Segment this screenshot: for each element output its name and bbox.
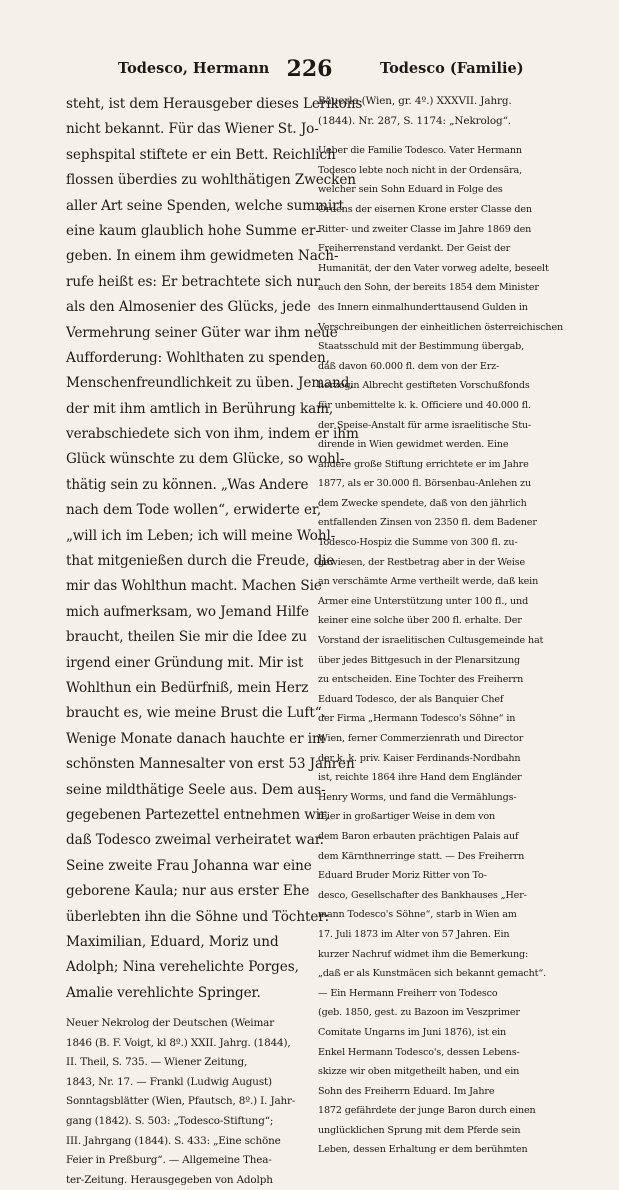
text-line: andere große Stiftung errichtete er im Jahre [318,458,529,470]
reference-line: 1843, Nr. 17. — Frankl (Ludwig August) [66,1075,272,1088]
text-line: Freiherrenstand verdankt. Der Geist der [318,243,511,255]
reference-line: II. Theil, S. 735. — Wiener Zeitung, [66,1056,248,1069]
page-header [0,56,619,86]
text-line: geben. In einem ihm gewidmeten Nach- [66,248,339,265]
right-family-text [318,141,564,1160]
text-line: mir das Wohlthun macht. Machen Sie [66,578,322,595]
text-line: sephspital stiftete er ein Bett. Reichlich [66,146,336,163]
reference-line: Neuer Nekrolog der Deutschen (Weimar [66,1017,275,1030]
text-line: dem Zwecke spendete, daß von den jährlich [318,497,527,509]
text-line: keiner eine solche über 200 fl. erhalte. Der [318,615,522,627]
text-line: (geb. 1850, gest. zu Bazoon im Veszprimer [318,1007,520,1019]
text-line: flossen überdies zu wohlthätigen Zwecken [66,172,356,189]
text-line: 1877, als er 30.000 fl. Börsenbau-Anlehen zu [318,478,531,490]
text-line: braucht es, wie meine Brust die Luft“. [66,705,326,722]
text-line: Armer eine Unterstützung unter 100 fl., und [318,595,529,607]
text-line: entfallenden Zinsen von 2350 fl. dem Badener [318,517,537,529]
text-line: unglücklichen Sprung mit dem Pferde sein [318,1124,521,1136]
text-line: Ritter- und zweiter Classe im Jahre 1869 den [318,223,532,235]
text-line: Enkel Hermann Todesco's, dessen Lebens- [318,1046,520,1058]
right-column [318,92,564,1160]
text-line: Wohlthun ein Bedürfniß, mein Herz [66,679,309,696]
text-line: Ueber die Familie Todesco. Vater Hermann [318,145,522,157]
text-line: als den Almosenier des Glücks, jede [66,299,311,316]
text-line: Vermehrung seiner Güter war ihm neue [66,324,338,341]
text-line: irgend einer Gründung mit. Mir ist [66,654,304,671]
text-line: auch den Sohn, der bereits 1854 dem Minister [318,282,539,294]
text-line: 17. Juli 1873 im Alter von 57 Jahren. Ein [318,928,510,940]
text-line: — Ein Hermann Freiherr von Todesco [318,987,498,999]
text-line: that mitgenießen durch die Freude, die [66,553,335,570]
left-column [66,92,363,1190]
reference-line: ter-Zeitung. Herausgegeben von Adolph [66,1173,273,1186]
text-line: „will ich im Leben; ich will meine Wohl- [66,527,336,544]
text-line: dem Kärnthnerringe statt. — Des Freiherrn [318,850,525,862]
text-line: verabschiedete sich von ihm, indem er ihm [66,426,359,443]
text-line: herzogin Albrecht gestifteten Vorschußfonds [318,380,530,392]
text-line: dem Baron erbauten prächtigen Palais auf [318,830,519,842]
text-line: für unbemittelte k. k. Officiere und 40.000 fl. [318,399,531,411]
text-line: der mit ihm amtlich in Berührung kam, [66,400,334,417]
text-line: Sohn des Freiherrn Eduard. Im Jahre [318,1085,495,1097]
text-line: geborene Kaula; nur aus erster Ehe [66,883,310,900]
text-line: Wenige Monate danach hauchte er im [66,730,325,747]
text-line: mich aufmerksam, wo Jemand Hilfe [66,603,309,620]
text-line: aller Art seine Spenden, welche summirt [66,197,344,214]
text-line: mann Todesco's Söhne“, starb in Wien am [318,909,517,921]
text-line: zu entscheiden. Eine Tochter des Freiherrn [318,674,524,686]
text-line: Comitate Ungarns im Juni 1876), ist ein [318,1026,507,1038]
text-line: Verschreibungen der einheitlichen österreichischen [318,321,564,333]
text-line: Eduard Bruder Moriz Ritter von To- [318,870,487,882]
text-line: Vorstand der israelitischen Cultusgemeinde hat [318,635,544,647]
text-line: Glück wünschte zu dem Glücke, so wohl- [66,451,345,468]
text-line: ist, reichte 1864 ihre Hand dem Engländer [318,772,522,784]
header-left-title: Todesco, Hermann [118,60,270,77]
text-line: „daß er als Kunstmäcen sich bekannt gemacht“. [318,968,547,980]
text-line: seine mildthätige Seele aus. Dem aus- [66,781,326,798]
text-line: daß davon 60.000 fl. dem von der Erz- [318,360,500,372]
text-line: Staatsschuld mit der Bestimmung übergab, [318,341,525,353]
text-line: über jedes Bittgesuch in der Plenarsitzung [318,654,520,666]
text-line: Todesco-Hospiz die Summe von 300 fl. zu- [318,537,518,549]
text-line: Maximilian, Eduard, Moriz und [66,933,279,950]
text-line: schönsten Mannesalter von erst 53 Jahren [66,756,355,773]
text-line: Menschenfreundlichkeit zu üben. Jemand, [66,375,354,392]
text-line: feier in großartiger Weise in dem von [318,811,496,823]
text-line: des Innern einmalhunderttausend Gulden in [318,301,528,313]
text-line: desco, Gesellschafter des Bankhauses „Her- [318,889,527,901]
text-line: welcher sein Sohn Eduard in Folge des [318,184,503,196]
text-line: daß Todesco zweimal verheiratet war. [66,832,324,849]
reference-line: 1846 (B. F. Voigt, kl 8º.) XXII. Jahrg. (1844), [66,1036,291,1049]
left-references [66,1014,318,1190]
text-line: überlebten ihn die Söhne und Töchter: [66,908,330,925]
text-line: rufe heißt es: Er betrachtete sich nur [66,273,321,290]
text-line: Seine zweite Frau Johanna war eine [66,857,312,874]
text-line: Ordens der eisernen Krone erster Classe den [318,203,532,215]
text-line: nicht bekannt. Für das Wiener St. Jo- [66,121,319,138]
text-line: nach dem Tode wollen“, erwiderte er, [66,502,322,519]
text-line: Eduard Todesco, der als Banquier Chef [318,693,504,705]
text-line: Amalie verehlichte Springer. [66,984,261,1001]
text-line: eine kaum glaublich hohe Summe er- [66,222,320,239]
text-line: kurzer Nachruf widmet ihm die Bemerkung: [318,948,529,960]
text-line: Todesco lebte noch nicht in der Ordensära, [318,164,522,176]
text-line: Aufforderung: Wohlthaten zu spenden, [66,349,330,366]
reference-line: Feier in Preßburg“. — Allgemeine Thea- [66,1154,272,1167]
right-reference-continuation [318,92,554,131]
reference-line: Sonntagsblätter (Wien, Pfautsch, 8º.) I. Jahr- [66,1095,296,1108]
text-line: Henry Worms, und fand die Vermählungs- [318,791,517,803]
text-line: thätig sein zu können. „Was Andere [66,476,309,493]
text-line: gegebenen Partezettel entnehmen wir, [66,806,330,823]
text-line: dirende in Wien gewidmet werden. Eine [318,439,509,451]
text-line: der Firma „Hermann Todesco's Söhne“ in [318,713,516,725]
text-line: Leben, dessen Erhaltung er dem berühmten [318,1144,528,1156]
reference-line: Bäuerle (Wien, gr. 4º.) XXXVII. Jahrg. [318,95,512,107]
text-line: Wien, ferner Commerzienrath und Director [318,733,524,744]
text-line: Adolph; Nina verehelichte Porges, [66,959,299,976]
text-line: Humanität, der den Vater vorweg adelte, beseelt [318,262,549,274]
text-line: steht, ist dem Herausgeber dieses Lerikons [66,96,363,112]
text-line: braucht, theilen Sie mir die Idee zu [66,629,307,646]
reference-line: gang (1842). S. 503: „Todesco-Stiftung“; [66,1115,274,1128]
text-line: skizze wir oben mitgetheilt haben, und ein [318,1066,520,1078]
reference-line: III. Jahrgang (1844). S. 433: „Eine schöne [66,1134,281,1147]
reference-line: (1844). Nr. 287, S. 1174: „Nekrolog“. [318,114,512,127]
page-number: 226 [286,56,333,82]
text-line: 1872 gefährdete der junge Baron durch einen [318,1105,536,1117]
text-line: an verschämte Arme vertheilt werde, daß kein [318,576,539,588]
text-line: der Speise-Anstalt für arme israelitische Stu- [318,419,532,431]
header-right-title: Todesco (Familie) [380,60,524,77]
text-line: der k. k. priv. Kaiser Ferdinands-Nordbahn [318,752,521,764]
left-main-text [66,92,363,1006]
text-line: gewiesen, der Restbetrag aber in der Weise [318,556,526,568]
